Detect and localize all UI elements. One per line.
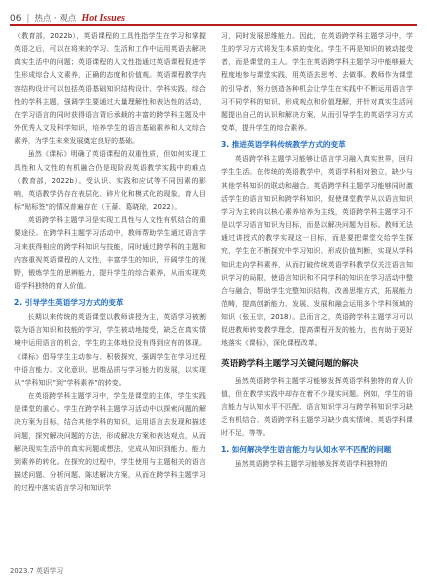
page-header [10,8,417,26]
paragraph: 英语跨学科主题学习是实现工具性与人文性有机结合的重要途径。在跨学科主题学习活动中，教师帮助学生通过语言学习来获得相应的跨学科知识与技能，同时通过跨学科的主题和内容重视英语课程的人文性，丰富学生的知识，开阔学生的视野，锻炼学生的思辨能力，提升学生的综合素养，从而实现英语学科独特的育人价值。 [14,216,206,290]
section-heading: 3. 推进英语学科传统教学方式的变革 [221,140,346,150]
section-name-cn: 热点 · 观点 [34,14,77,24]
paragraph: 长期以来传统的英语课堂以教师讲授为主，英语学习被割裂为语言知识和技能的学习，学生被动地接受，缺乏在真实情境中运用语言的机会，学生的主体地位没有得到应有的体现。《课标》倡导学生主动参与、积极探究，强调学生在学习过程中语言能力、文化意识、思维品质与学习能力的发展，以实现从“学科知识”到“学科素养”的转变。 [14,313,206,387]
header-divider: | [26,14,30,24]
left-column [14,30,206,560]
main-heading: 英语跨学科主题学习关键问题的解决 [221,358,359,369]
paragraph: 习，同时发展思维能力。因此，在英语跨学科主题学习中，学生的学习方式将发生本质的变化。学生不再是知识的被动接受者，而是课堂的主人。学生在英语跨学科主题学习中能够最大程度地参与课堂实践，用英语去思考、去做事。教师作为课堂的引导者，努力创造各种机会让学生在实践中不断运用语言学习不同学科的知识、形成观点和价值理解，并针对真实生活问题提出自己的认识和解决方案，从而引导学生的英语学习方式变革，提升学生的综合素养。 [221,32,413,133]
right-column [221,30,413,560]
section-heading: 2. 引导学生英语学习方式的变革 [14,298,124,308]
paragraph: （教育部，2022b），英语课程的工具性指学生在学习和掌握英语之后，可以在将来的学习、生活和工作中运用英语去解决真实生活中的问题；英语课程的人文性指通过英语课程促进学生形成综合人文素养，正确的态度和价值观。英语课程教学内容结构设计可以包括英语基础知识结构设计、学科实践、综合性的学科主题，强调学生要通过大量理解性和表达性的活动，在学习语言的同时获得语言背后承载的丰富的跨学科主题及中外优秀人文及科学知识，培养学生的语言基础素养和人文综合素养，为学生未来发展奠定良好的基础。 [14,32,206,146]
paragraph: 虽然《课标》明确了英语课程的双重性质，但如何实现工具性和人文性的有机融合仍是现阶段英语教学实践中的难点（教育部，2022b）。受认识、实践和应试等不同因素的影响，英语教学仍存在表层化、碎片化和模式化的现象，育人目标“贴标签”的情况普遍存在（王蔷、葛晓琼，2022）。 [14,150,206,212]
paragraph: 虽然英语跨学科主题学习能够发挥英语学科独特的 [234,460,388,469]
page-footer: 2023.7 英语学习 [10,567,64,575]
page-number: 06 [10,14,22,24]
paragraph: 虽然英语跨学科主题学习能够发挥英语学科独特的育人价值，但在教学实践中却存在着不少现实问题。例如，学生的语言能力与认知水平不匹配、语言知识学习与跨学科知识学习缺乏有机结合、英语跨学科主题学习缺少真实情境、英语学科课时不足，等等。 [221,376,413,438]
paragraph: 英语跨学科主题学习能够让语言学习融入真实世界，回归学生生活。在传统的英语教学中，英语学科相对独立，缺少与其他学科知识的联动和融合。英语跨学科主题学习能够同时激活学生的语言知识和跨学科知识，促使课堂教学从以语言知识学习为主转向以核心素养培养为主线，英语跨学科主题学习不是以学习语言知识为目标，而是以解决问题为目标。教师无法通过讲授式的教学实现这一目标，而是要把课堂交给学生探究，学生在不断探究中学习知识、形成价值判断，实现从学科知识走向学科素养，从而打破传统英语学科教学仅关注语言知识学习的局限，使语言知识和不同学科的知识在学习活动中整合与融合，帮助学生完整知识结构，改善思维方式，拓展能力范畴，提高创新能力、发展、发展和融会运用多个学科领域的知识（张玉宗，2018）。总而言之，英语跨学科主题学习可以促进教师转变教学理念，提高课程开发的能力，也有助于更好地落实《课标》，深化课程改革。 [221,155,413,348]
section-heading: 1. 如何解决学生语言能力与认知水平不匹配的问题 [221,445,392,455]
section-name-en: Hot Issues [81,13,126,24]
paragraph: 在英语跨学科主题学习中，学生是课堂的主体，学生实践是课堂的重心。学生在跨学科主题学习活动中以探索问题的解决方案为目标，结合其他学科的知识，运用语言去发现和描述问题，探究解决问题的方法，形成解决方案和表达观点，从而解决现实生活中的真实问题或想法，完成从知识到能力、能力到素养的转化。在探究的过程中，学生使用与主题相关的语言描述问题、分析问题、陈述解决方案，从而在跨学科主题学习的过程中落实语言学习和知识学 [14,392,206,493]
